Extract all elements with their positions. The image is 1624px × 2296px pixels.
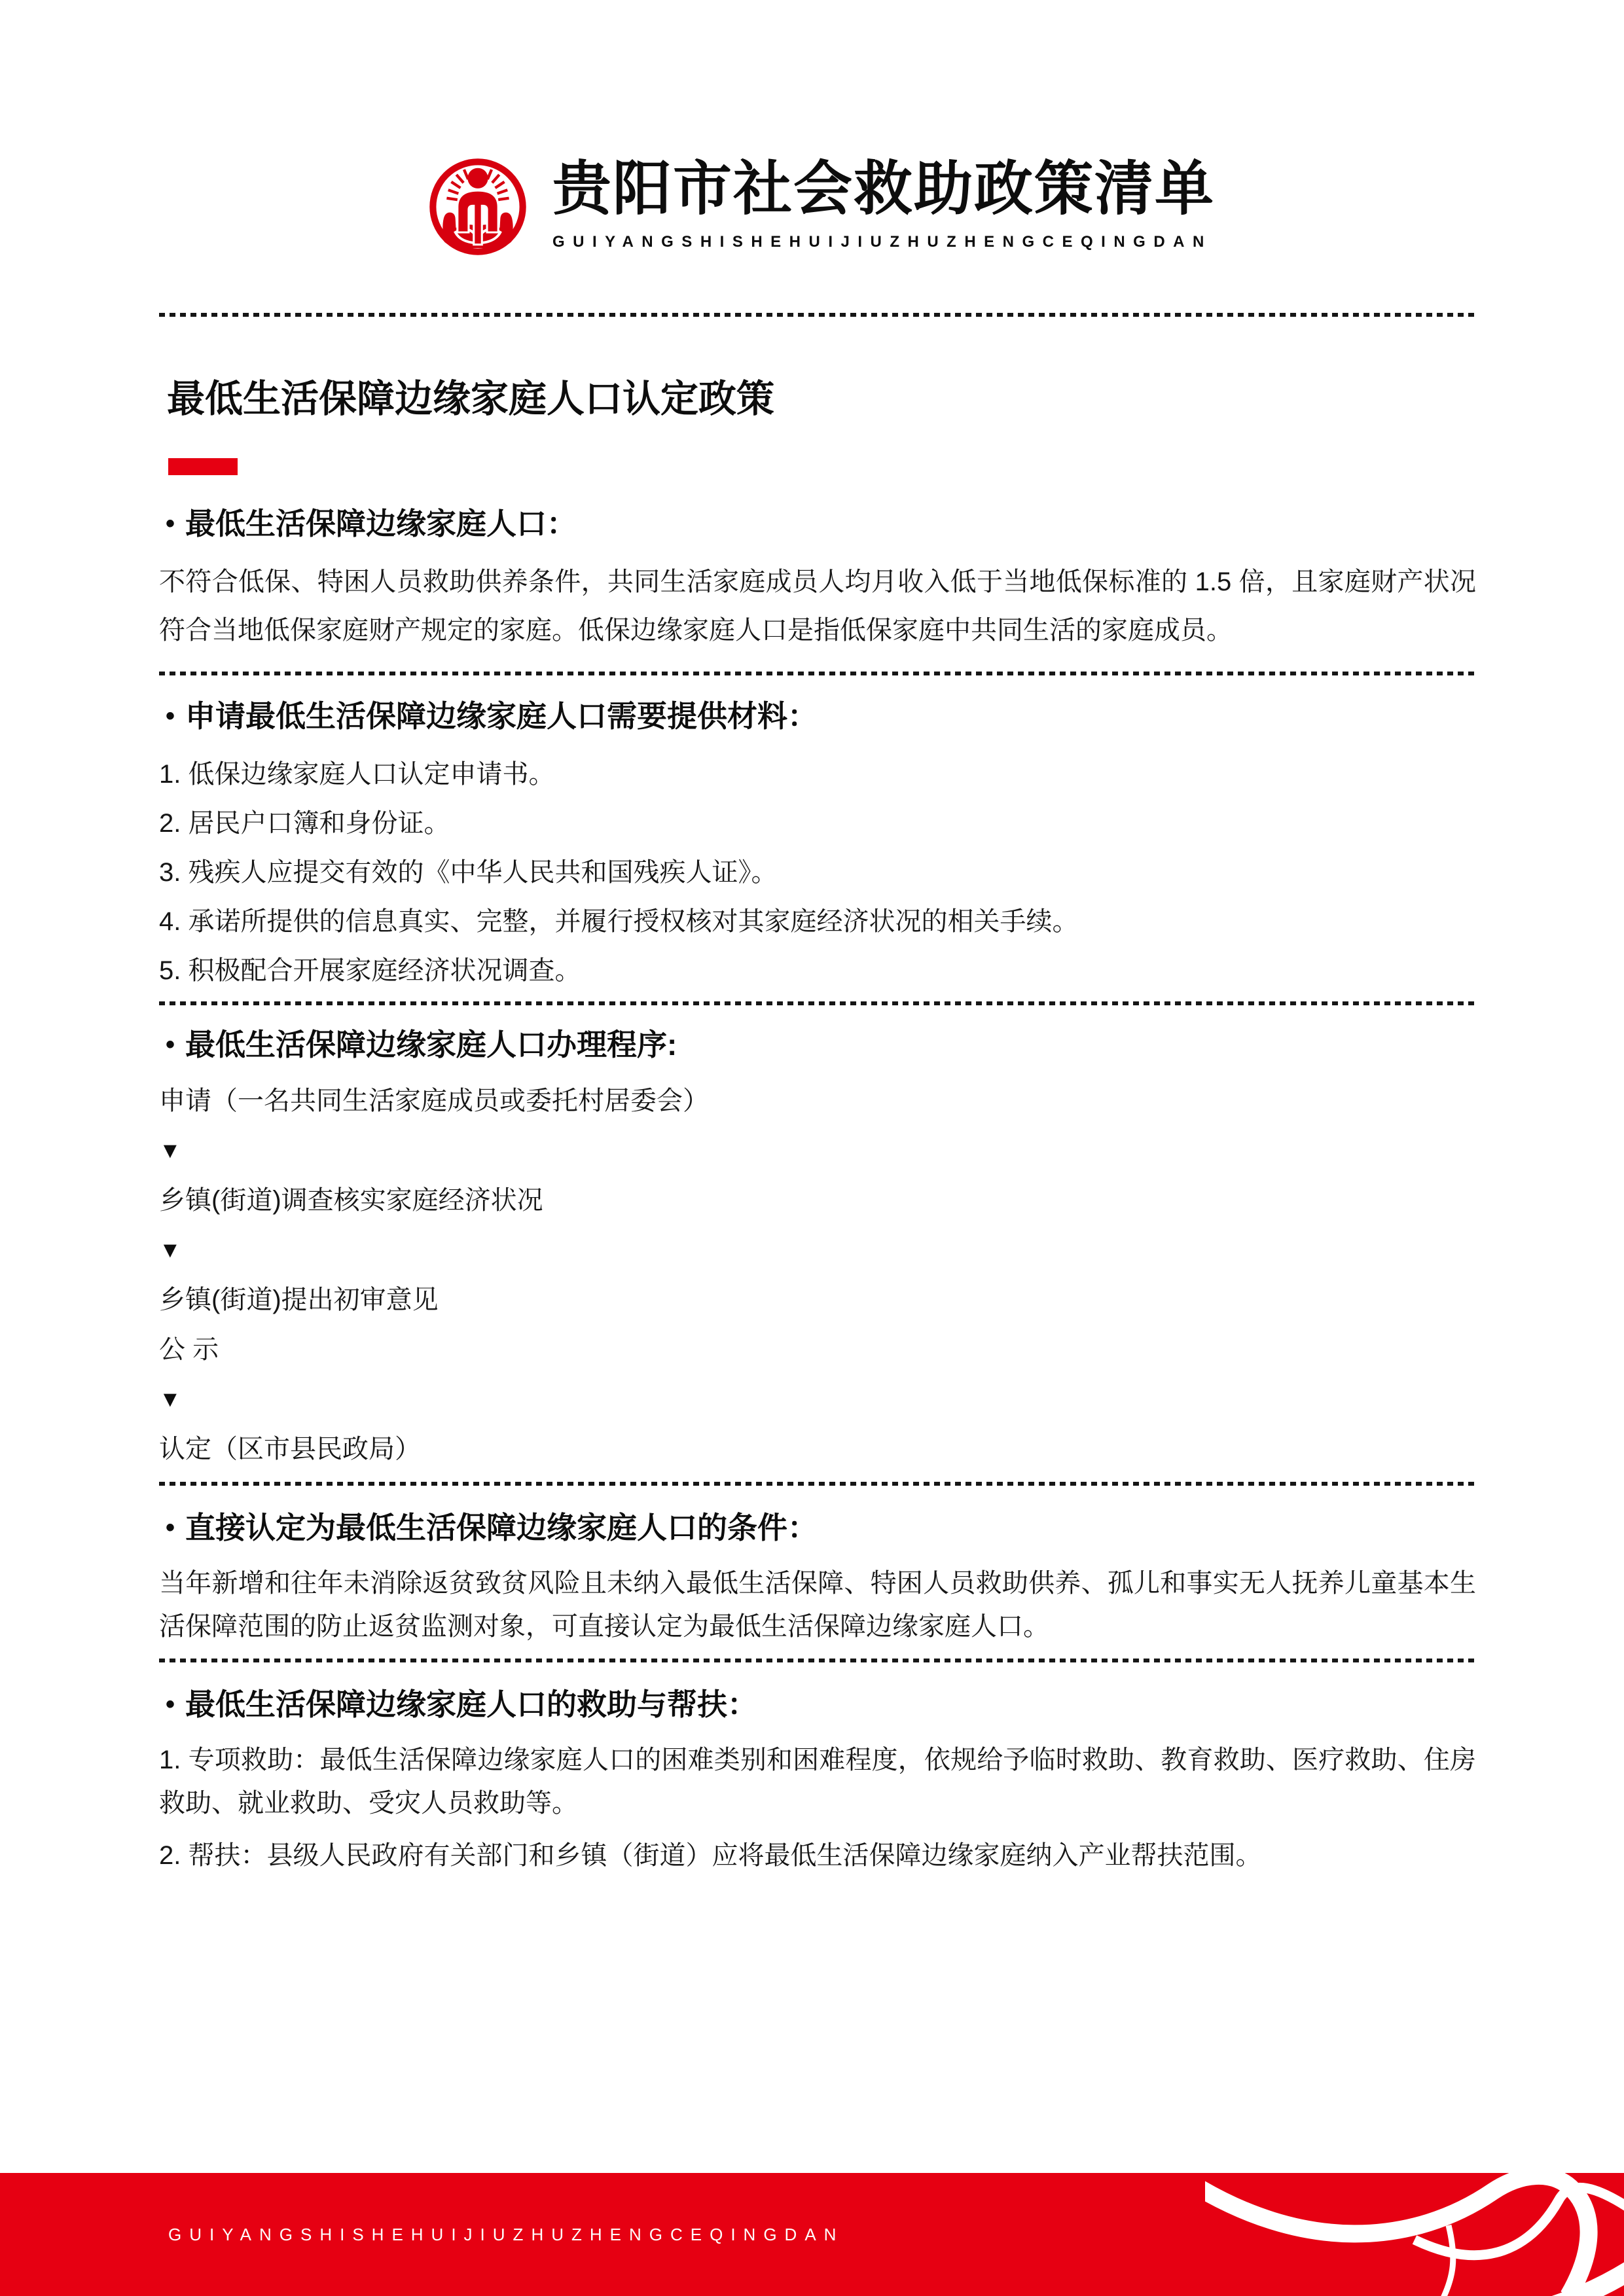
civil-affairs-logo-icon <box>427 156 529 258</box>
dashed-separator <box>159 1001 1475 1005</box>
document-title-pinyin: GUIYANGSHISHEHUIJIUZHUZHENGCEQINGDAN <box>552 232 1212 251</box>
page-heading: 最低生活保障边缘家庭人口认定政策 <box>167 378 775 420</box>
list-item: 4. 承诺所提供的信息真实、完整，并履行授权核对其家庭经济状况的相关手续。 <box>159 907 1079 936</box>
brand-header <box>427 156 1215 258</box>
flow-step: 乡镇(街道)提出初审意见 <box>159 1285 439 1314</box>
bullet-icon: • <box>166 1690 175 1719</box>
section-definition <box>159 505 1476 655</box>
list-item: 2. 居民户口簿和身份证。 <box>159 809 450 838</box>
footer-band <box>0 2173 1624 2296</box>
flow-step: 认定（区市县民政局） <box>159 1435 421 1463</box>
flow-step: 公 示 <box>159 1335 219 1364</box>
dashed-separator <box>159 1482 1475 1486</box>
section-title-text: 最低生活保障边缘家庭人口办理程序: <box>185 1028 677 1062</box>
dashed-separator <box>159 1659 1475 1662</box>
section-title <box>159 698 1476 734</box>
dashed-separator <box>159 313 1475 317</box>
list-item: 2. 帮扶：县级人民政府有关部门和乡镇（街道）应将最低生活保障边缘家庭纳入产业帮扶范围。 <box>159 1841 1262 1870</box>
section-title-text: 申请最低生活保障边缘家庭人口需要提供材料： <box>185 699 818 733</box>
brand-text-block <box>552 156 1215 251</box>
dashed-separator <box>159 672 1475 675</box>
section-title-text: 最低生活保障边缘家庭人口： <box>185 507 577 541</box>
bullet-icon: • <box>166 509 175 538</box>
footer-swoosh-decoration <box>1205 2173 1624 2296</box>
section-paragraph: 不符合低保、特困人员救助供养条件，共同生活家庭成员人均月收入低于当地低保标准的 1.5 倍，且家庭财产状况符合当地低保家庭财产规定的家庭。低保边缘家庭人口是指低保家庭中共同生活的家庭成员。 <box>159 567 1476 645</box>
bullet-icon: • <box>166 1513 175 1542</box>
flow-step: 乡镇(街道)调查核实家庭经济状况 <box>159 1186 543 1215</box>
document-title: 贵阳市社会救助政策清单 <box>552 156 1215 222</box>
section-direct-recognition <box>159 1509 1476 1648</box>
section-procedure <box>159 1026 1476 1474</box>
procedure-flow <box>159 1076 1476 1474</box>
materials-list <box>159 750 1476 996</box>
list-item: 1. 低保边缘家庭人口认定申请书。 <box>159 760 555 789</box>
section-title <box>159 1509 1476 1546</box>
section-title <box>159 1026 1476 1063</box>
bullet-icon: • <box>166 702 175 730</box>
bullet-icon: • <box>166 1030 175 1059</box>
section-title-text: 直接认定为最低生活保障边缘家庭人口的条件： <box>185 1511 818 1545</box>
section-assistance <box>159 1686 1476 1886</box>
section-title-text: 最低生活保障边缘家庭人口的救助与帮扶： <box>185 1687 758 1721</box>
list-item: 3. 残疾人应提交有效的《中华人民共和国残疾人证》。 <box>159 858 778 887</box>
arrow-down-icon: ▼ <box>159 1138 181 1163</box>
list-item: 5. 积极配合开展家庭经济状况调查。 <box>159 956 581 985</box>
section-paragraph: 当年新增和往年未消除返贫致贫风险且未纳入最低生活保障、特困人员救助供养、孤儿和事实无人抚养儿童基本生活保障范围的防止返贫监测对象，可直接认定为最低生活保障边缘家庭人口。 <box>159 1569 1476 1641</box>
assistance-list <box>159 1738 1476 1877</box>
flow-step: 申请（一名共同生活家庭成员或委托村居委会） <box>159 1086 709 1115</box>
section-title <box>159 1686 1476 1723</box>
heading-accent-bar <box>168 458 238 475</box>
section-title <box>159 505 1476 542</box>
footer-pinyin-text: GUIYANGSHISHEHUIJIUZHUZHENGCEQINGDAN <box>168 2224 844 2244</box>
arrow-down-icon: ▼ <box>159 1238 181 1263</box>
section-materials <box>159 698 1476 996</box>
arrow-down-icon: ▼ <box>159 1387 181 1412</box>
list-item: 1. 专项救助：最低生活保障边缘家庭人口的困难类别和困难程度，依规给予临时救助、教育救助、医疗救助、住房救助、就业救助、受灾人员救助等。 <box>159 1746 1476 1818</box>
